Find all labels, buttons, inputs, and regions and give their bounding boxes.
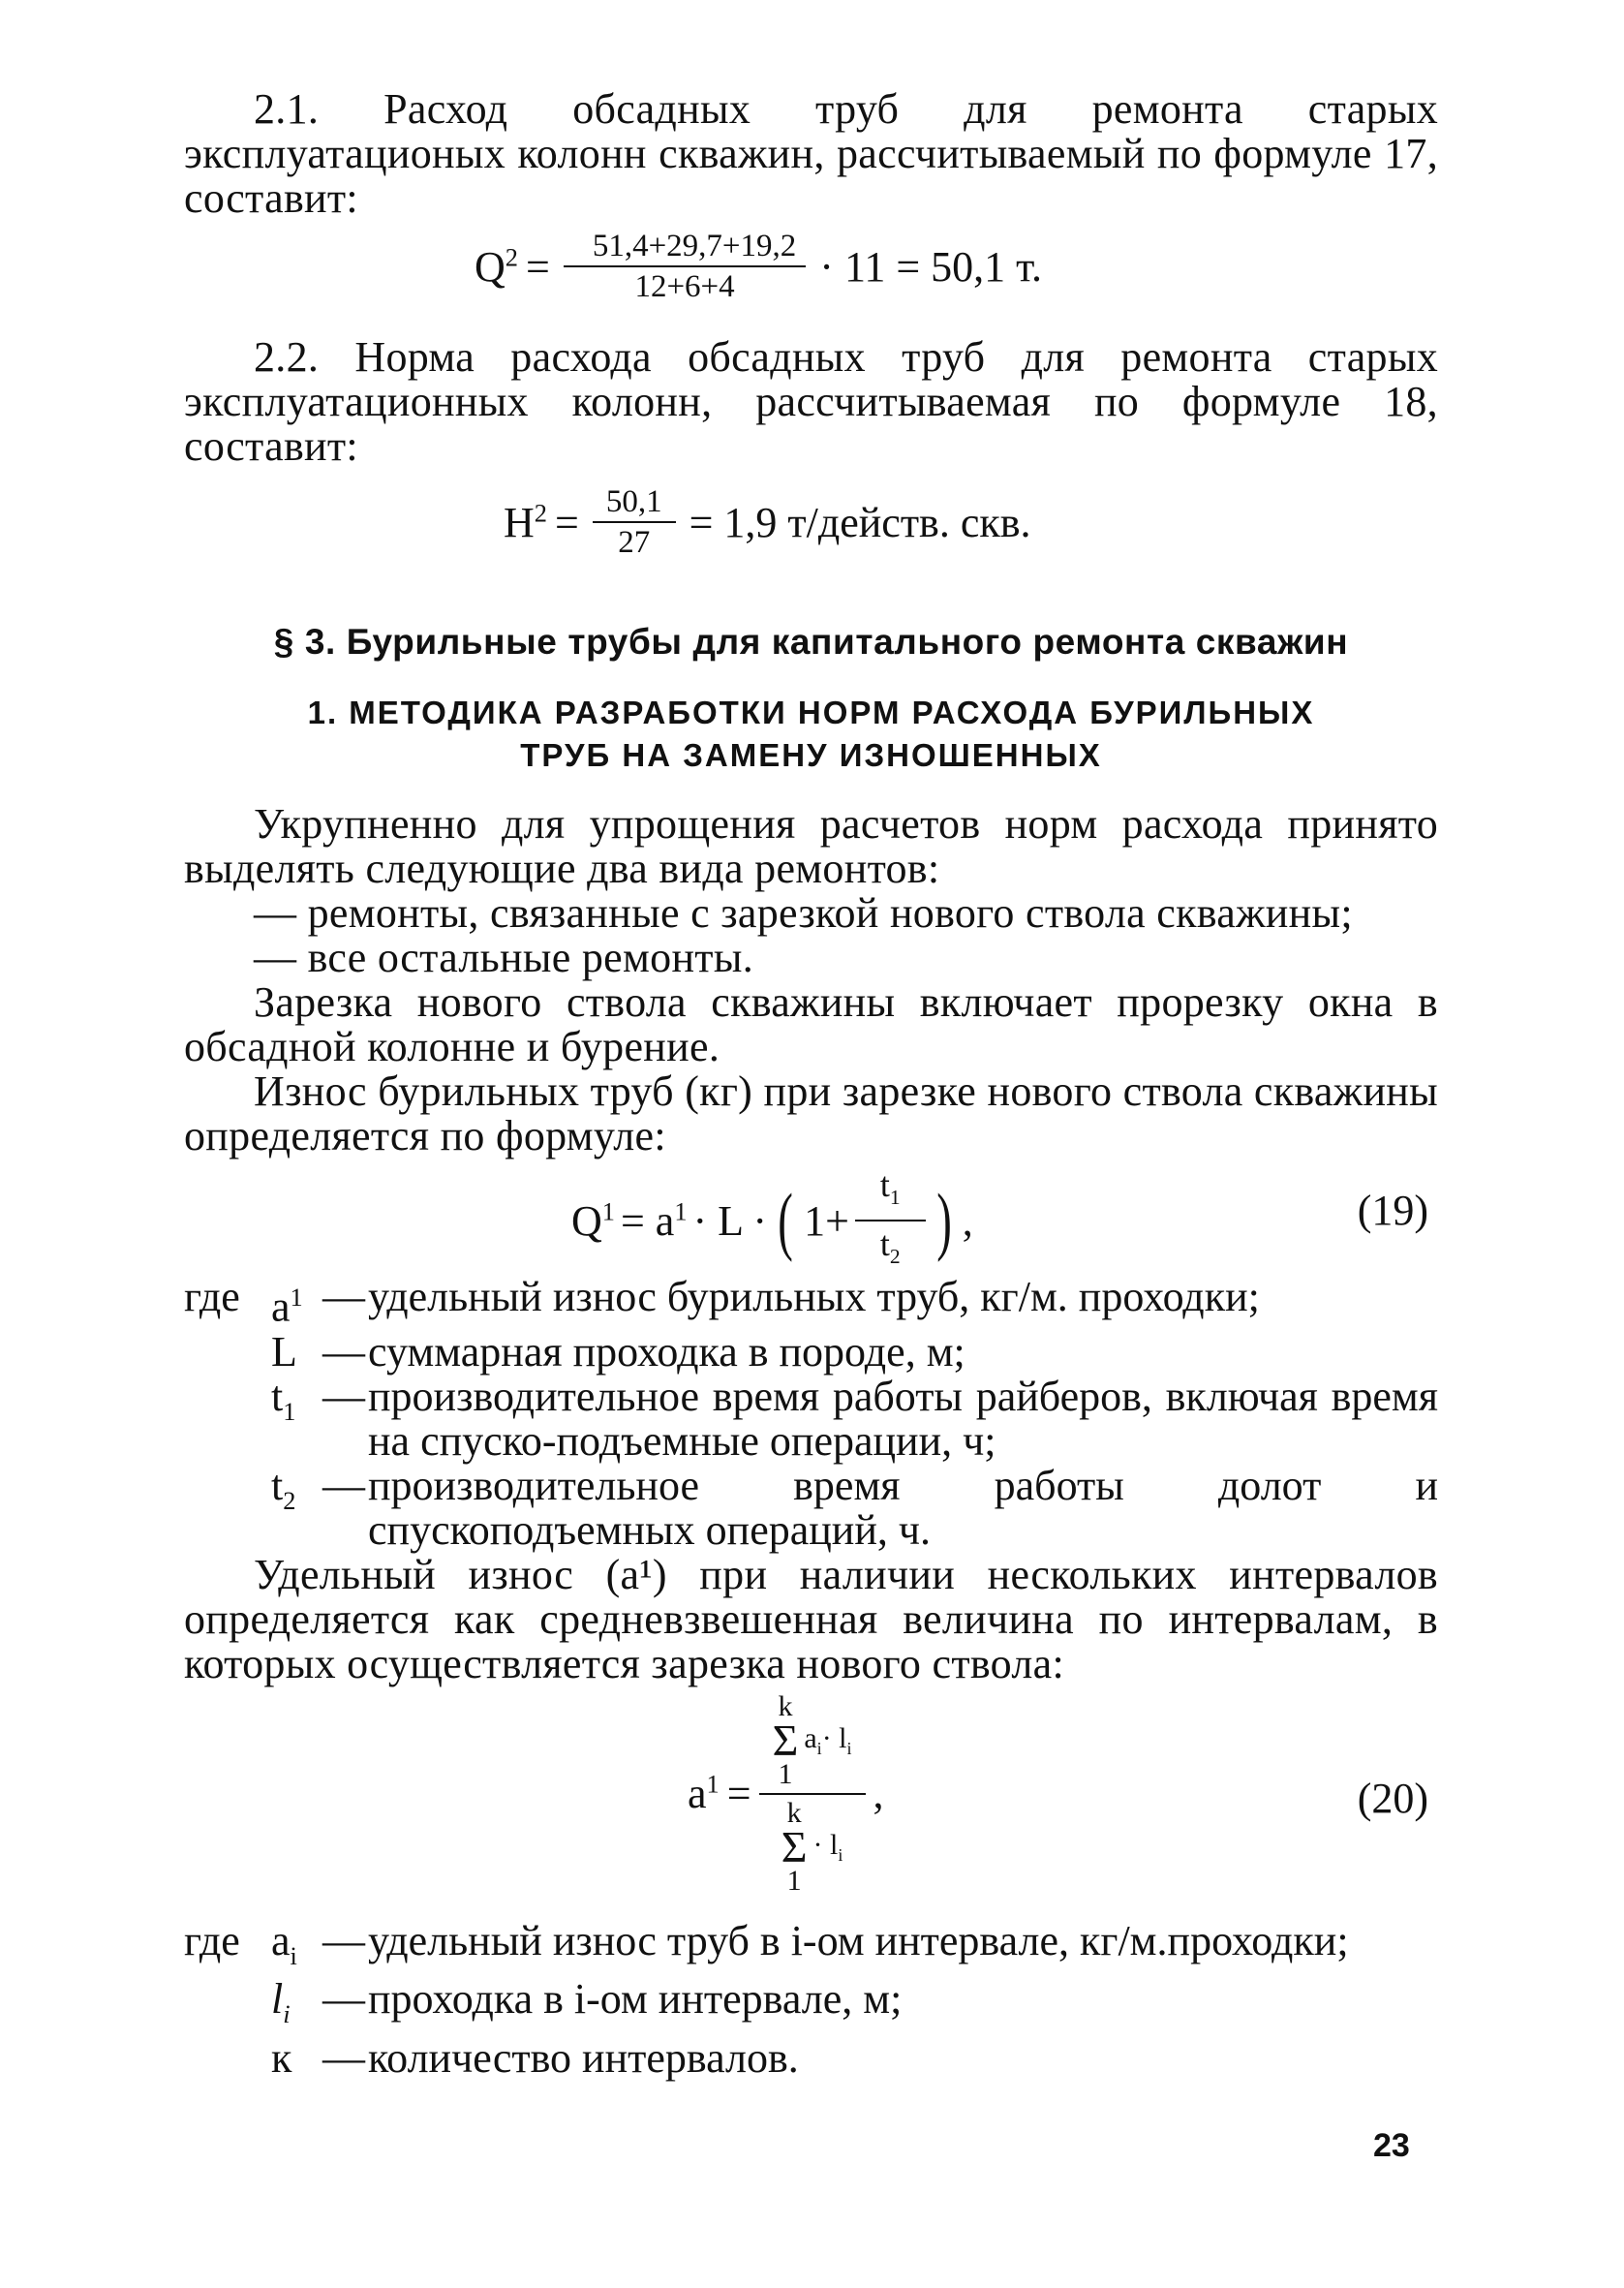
definition-dash: — [322, 1327, 365, 1376]
formula-19-tail: , [962, 1196, 973, 1245]
formula-19-one-plus: 1+ [804, 1196, 849, 1245]
formula-20-denominator: k Σ 1 · $l_i$ [781, 1796, 843, 1897]
formula-q2 [184, 221, 1438, 322]
formula-20-tail: , [873, 1770, 884, 1818]
definition-dash: — [322, 1916, 365, 1964]
formula-20-numerator: k Σ 1 $a_i\cdot l_i$ [759, 1692, 866, 1795]
page-body [184, 87, 1438, 2081]
method-title-line-1: 1. МЕТОДИКА РАЗРАБОТКИ НОРМ РАСХОДА БУРИЛЬНЫХ [307, 695, 1315, 730]
definitions-formula-19 [184, 1275, 1438, 1553]
formula-q2-numerator: 51,4+29,7+19,2 [564, 229, 806, 267]
definitions-formula-20 [184, 1916, 1438, 2083]
definition-symbol: $t_2$ [271, 1461, 296, 1515]
definition-symbol: $a^1$ [271, 1283, 303, 1331]
section-title: § 3. Бурильные трубы для капитального ремонта скважин [273, 622, 1349, 662]
formula-h2-rhs: = 1,9 т/действ. скв. [689, 498, 1031, 546]
dash-item-1: — ремонты, связанные с зарезкой нового ствола скважины; [254, 889, 1353, 937]
formula-20 [184, 1686, 1438, 1919]
formula-19-mid2: · L · [692, 1196, 768, 1245]
definition-row [184, 2036, 1438, 2081]
formula-h2-lhs: $Н^2$ [504, 497, 547, 546]
formula-20-lhs: $a^1$ [688, 1769, 720, 1818]
formula-19-numerator: $t_1$ [855, 1164, 926, 1221]
definition-text: производительное время работы райберов, включая время на спуско-подъемные операции, ч; [368, 1372, 1438, 1465]
definition-text: количество интервалов. [368, 2034, 799, 2083]
definition-text: проходка в i-ом интервале, м; [368, 1975, 903, 2024]
definition-symbol: $t_1$ [271, 1372, 296, 1426]
definition-row [184, 1461, 1438, 1554]
sum-icon: k Σ 1 [781, 1796, 808, 1897]
formula-20-number: (20) [1357, 1774, 1428, 1822]
formula-19-denominator: $t_2$ [879, 1224, 901, 1269]
definition-symbol: L [271, 1327, 297, 1376]
sum-icon: k Σ 1 [772, 1689, 799, 1790]
formula-19 [184, 1159, 1438, 1275]
formula-q2-eq: = [525, 242, 550, 291]
formula-20-eq: = [726, 1770, 751, 1818]
paragraph-2-2: 2.2. Норма расхода обсадных труб для ремонта старых эксплуатационных колонн, рассчитываемая по формуле 18, составит: [184, 333, 1438, 470]
definition-dash: — [322, 1273, 365, 1320]
definition-row [184, 1275, 1438, 1330]
definitions-where-label: где [184, 1273, 240, 1320]
formula-q2-denominator: 12+6+4 [634, 269, 735, 304]
formula-20-fraction [759, 1689, 866, 1897]
formula-19-lhs: $Q^1$ [571, 1196, 615, 1245]
definition-text: удельный износ бурильных труб, кг/м. проходки; [368, 1273, 1260, 1320]
formula-h2 [184, 469, 1438, 577]
page-number: 23 [1373, 2127, 1410, 2164]
dash-item-2: — все остальные ремонты. [254, 934, 753, 981]
definition-symbol: $l_i$ [271, 1975, 291, 2029]
definition-text: производительное время работы долот и спускоподъемных операций, ч. [368, 1461, 1438, 1554]
formula-h2-fraction [593, 484, 676, 560]
paragraph-2-1: 2.1. Расход обсадных труб для ремонта старых эксплуатационых колонн скважин, рассчитываемый по формуле 17, составит: [184, 85, 1438, 222]
method-title-line-2: ТРУБ НА ЗАМЕНУ ИЗНОШЕННЫХ [520, 737, 1102, 773]
definition-row [184, 1327, 1438, 1376]
definition-row [184, 1372, 1438, 1465]
definition-text: суммарная проходка в породе, м; [368, 1327, 965, 1376]
formula-19-close-paren: ) [935, 1178, 952, 1263]
formula-19-fraction [855, 1164, 926, 1277]
formula-q2-lhs: $Q^2$ [475, 241, 518, 291]
paragraph-zarezka: Зарезка нового ствола скважины включает прорезку окна в обсадной колонне и бурение. [184, 978, 1438, 1070]
definition-text: удельный износ труб в i-ом интервале, кг/м.проходки; [368, 1916, 1349, 1964]
formula-19-open-paren: ( [778, 1178, 793, 1263]
definition-dash: — [322, 1372, 365, 1420]
formula-q2-fraction [564, 229, 806, 304]
formula-19-mid: = $a^1$ [620, 1196, 688, 1245]
paragraph-ukrupnenno: Укрупненно для упрощения расчетов норм расхода принято выделять следующие два вида ремонтов: [184, 800, 1438, 892]
paragraph-iznos: Износ бурильных труб (кг) при зарезке нового ствола скважины определяется по формуле: [184, 1067, 1438, 1159]
definition-row [184, 1977, 1438, 2036]
definition-symbol: к [271, 2034, 292, 2083]
definitions-where-label: где [184, 1916, 240, 1964]
formula-h2-denominator: 27 [618, 525, 651, 560]
formula-q2-rhs: · 11 = 50,1 т. [819, 242, 1043, 291]
paragraph-udelny: Удельный износ (a¹) при наличии нескольких интервалов определяется как средневзвешенная величина по интервалам, в которых осуществляется зарезка нового ствола: [184, 1550, 1438, 1687]
formula-19-number: (19) [1357, 1187, 1428, 1234]
formula-h2-eq: = [554, 498, 579, 546]
formula-h2-numerator: 50,1 [593, 484, 676, 523]
definition-dash: — [322, 2034, 365, 2083]
definition-symbol: $a_i$ [271, 1916, 297, 1970]
definition-dash: — [322, 1461, 365, 1509]
definition-dash: — [322, 1975, 365, 2024]
definition-row [184, 1916, 1438, 1978]
